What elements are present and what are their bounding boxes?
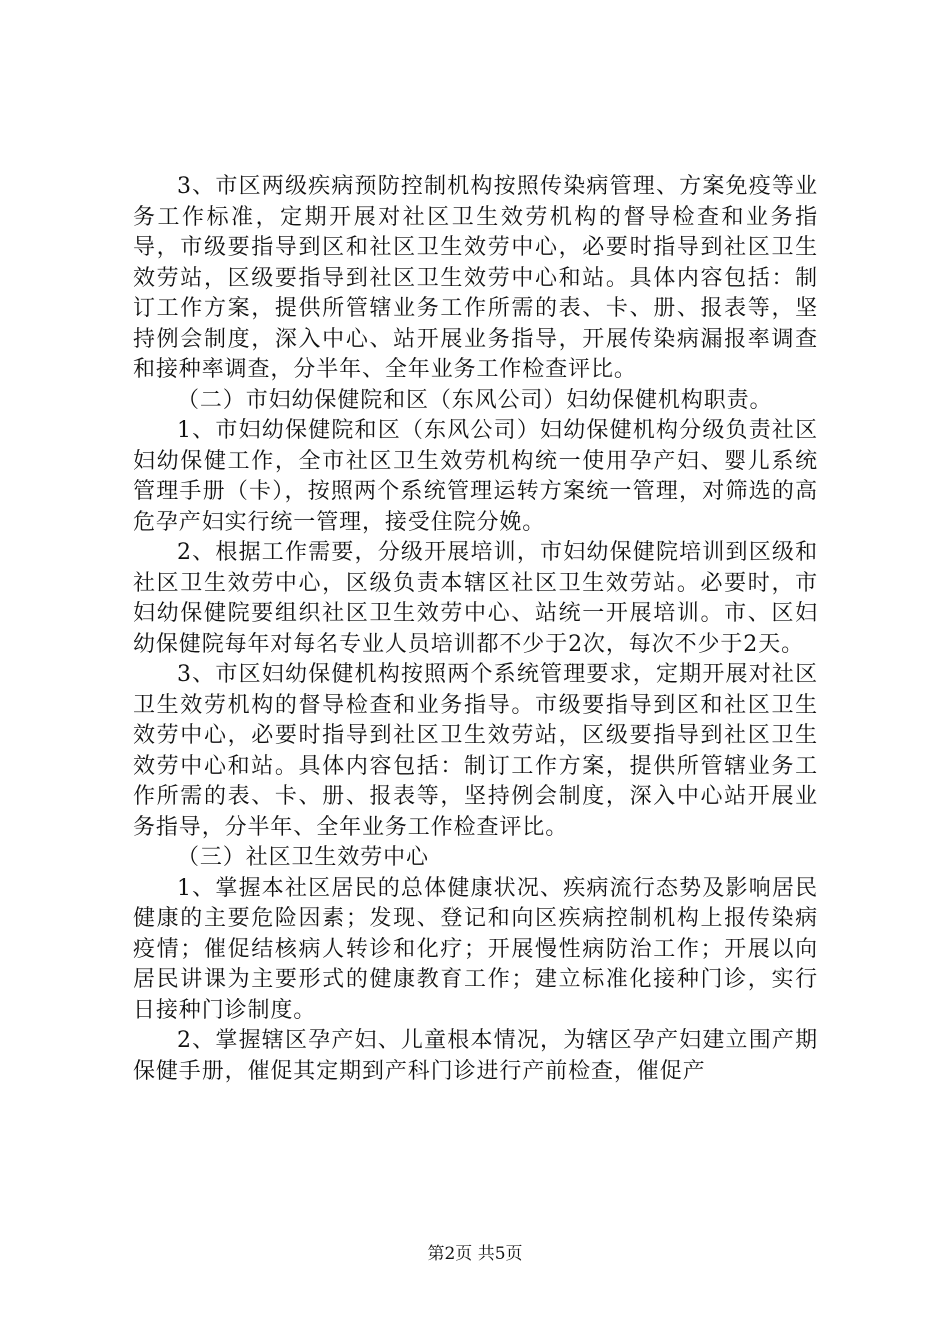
- paragraph-item-3-cdc: 3、市区两级疾病预防控制机构按照传染病管理、方案免疫等业务工作标准，定期开展对社区卫生效劳机构的督导检查和业务指导，市级要指导到区和社区卫生效劳中心，必要时指导到社区卫生效劳站，区级要指导到社区卫生效劳中心和站。具体内容包括：制订工作方案，提供所管辖业务工作所需的表、卡、册、报表等，坚持例会制度，深入中心、站开展业务指导，开展传染病漏报率调查和接种率调查，分半年、全年业务工作检查评比。: [133, 174, 818, 382]
- paragraph-item-2-training: 2、根据工作需要，分级开展培训，市妇幼保健院培训到区级和社区卫生效劳中心，区级负责本辖区社区卫生效劳站。必要时，市妇幼保健院要组织社区卫生效劳中心、站统一开展培训。市、区妇幼保健院每年对每名专业人员培训都不少于2次，每次不少于2天。: [133, 540, 818, 657]
- page-number-footer: 第2页 共5页: [427, 1244, 523, 1264]
- paragraph-item-2-community: 2、掌握辖区孕产妇、儿童根本情况，为辖区孕产妇建立围产期保健手册，催促其定期到产科门诊进行产前检查，催促产: [133, 1028, 818, 1084]
- section-heading-community-center: （三）社区卫生效劳中心: [177, 845, 429, 870]
- section-heading-maternal-child: （二）市妇幼保健院和区（东风公司）妇幼保健机构职责。: [177, 387, 773, 413]
- paragraph-item-1-community: 1、掌握本社区居民的总体健康状况、疾病流行态势及影响居民健康的主要危险因素；发现、登记和向区疾病控制机构上报传染病疫情；催促结核病人转诊和化疗；开展慢性病防治工作；开展以向居民讲课为主要形式的健康教育工作；建立标准化接种门诊，实行日接种门诊制度。: [133, 875, 818, 1023]
- paragraph-item-3-supervision: 3、市区妇幼保健机构按照两个系统管理要求，定期开展对社区卫生效劳机构的督导检查和业务指导。市级要指导到区和社区卫生效劳中心，必要时指导到社区卫生效劳站，区级要指导到社区卫生效劳中心和站。具体内容包括：制订工作方案，提供所管辖业务工作所需的表、卡、册、报表等，坚持例会制度，深入中心站开展业务指导，分半年、全年业务工作检查评比。: [133, 662, 818, 840]
- document-body: [133, 172, 818, 1087]
- paragraph-item-1-maternal: 1、市妇幼保健院和区（东风公司）妇幼保健机构分级负责社区妇幼保健工作，全市社区卫生效劳机构统一使用孕产妇、婴儿系统管理手册（卡），按照两个系统管理运转方案统一管理，对筛选的高危孕产妇实行统一管理，接受住院分娩。: [133, 418, 818, 535]
